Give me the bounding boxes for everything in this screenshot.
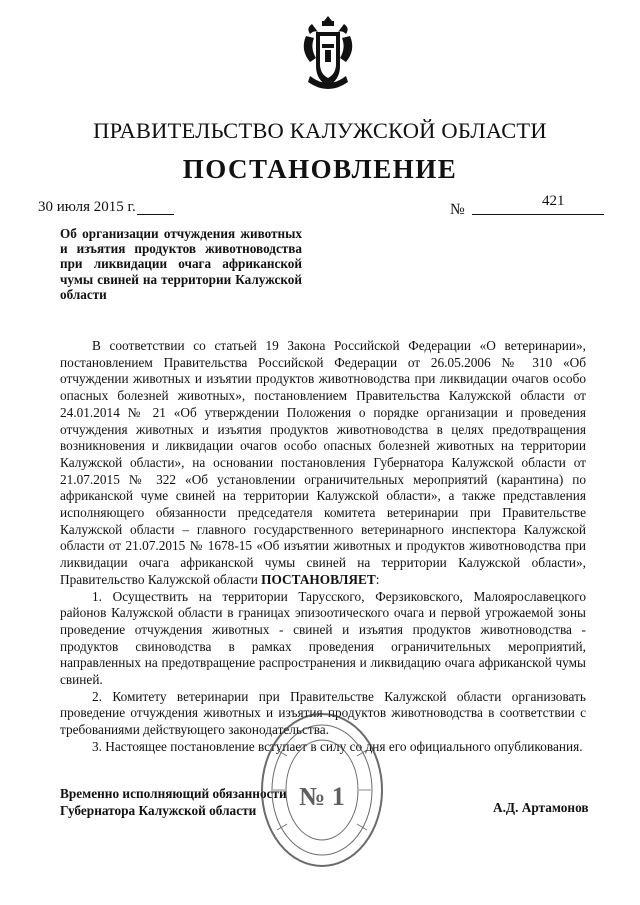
document-number: 421	[542, 193, 565, 209]
date-underline	[137, 214, 174, 215]
signatory-position-line-2: Губернатора Калужской области	[60, 803, 257, 818]
item-1: 1. Осуществить на территории Тарусского, Ферзиковского, Малоярославецкого районов Калужской области в границах эпизоотического очага и первой угрожаемой зоны проведение отчуждения животных - свиней и изъятия продуктов животноводства - продуктов свиноводства в рамках проведения ограничительных мероприятий, направленных на предотвращение распространения и ликвидацию очага африканской чумы свиней.	[60, 588, 586, 688]
number-underline	[472, 214, 604, 215]
document-body	[60, 338, 586, 756]
coat-of-arms-icon	[298, 14, 358, 94]
number-sign: №	[450, 201, 465, 218]
signatory-position-line-1: Временно исполняющий обязанности	[60, 786, 287, 801]
document-type-title: ПОСТАНОВЛЕНИЕ	[182, 154, 458, 184]
official-seal-stamp-icon	[257, 710, 387, 870]
seal-center-number: № 1	[299, 782, 345, 811]
signatory-name: А.Д. Артамонов	[493, 800, 589, 815]
government-title: ПРАВИТЕЛЬСТВО КАЛУЖСКОЙ ОБЛАСТИ	[93, 118, 547, 143]
document-subject: Об организации отчуждения животных и изъятия продуктов животноводства при ликвидации очага африканской чумы свиней на территории Калужской области	[60, 226, 302, 302]
preamble-paragraph	[60, 338, 586, 589]
resolve-colon: :	[375, 571, 380, 587]
item-2: 2. Комитету ветеринарии при Правительстве Калужской области организовать проведение отчуждения животных и изъятия продуктов животноводства в соответствии с требованиями действующего законодательства.	[60, 688, 586, 738]
signatory-position	[60, 785, 287, 819]
document-date: 30 июля 2015 г.	[38, 199, 136, 215]
resolve-word: ПОСТАНОВЛЯЕТ	[261, 571, 376, 587]
preamble-text: В соответствии со статьей 19 Закона Российской Федерации «О ветеринарии», постановлением Правительства Российской Федерации от 26.05.2006 № 310 «Об отчуждении животных и изъятии продуктов животноводства при ликвидации очагов особо опасных болезней животных», постановлением Правительства Калужской области от 24.01.2014 № 21 «Об утверждении Положения о порядке организации и проведения отчуждения животных и изъятия продуктов животноводства в целях предотвращения возникновения и ликвидации очагов особо опасных болезней животных на территории Калужской области», на основании постановления Губернатора Калужской области от 21.07.2015 № 322 «Об установлении ограничительных мероприятий (карантина) по африканской чуме свиней на территории Калужской области», а также представления исполняющего обязанности председателя комитета ветеринарии при Правительстве Калужской области – главного государственного ветеринарного инспектора Калужской области от 21.07.2015 № 1678-15 «Об изъятии животных и продуктов животноводства при ликвидации очага африканской чумы свиней на территории Калужской области», Правительство Калужской области	[60, 338, 586, 587]
item-3: 3. Настоящее постановление вступает в силу со дня его официального опубликования.	[92, 738, 583, 754]
